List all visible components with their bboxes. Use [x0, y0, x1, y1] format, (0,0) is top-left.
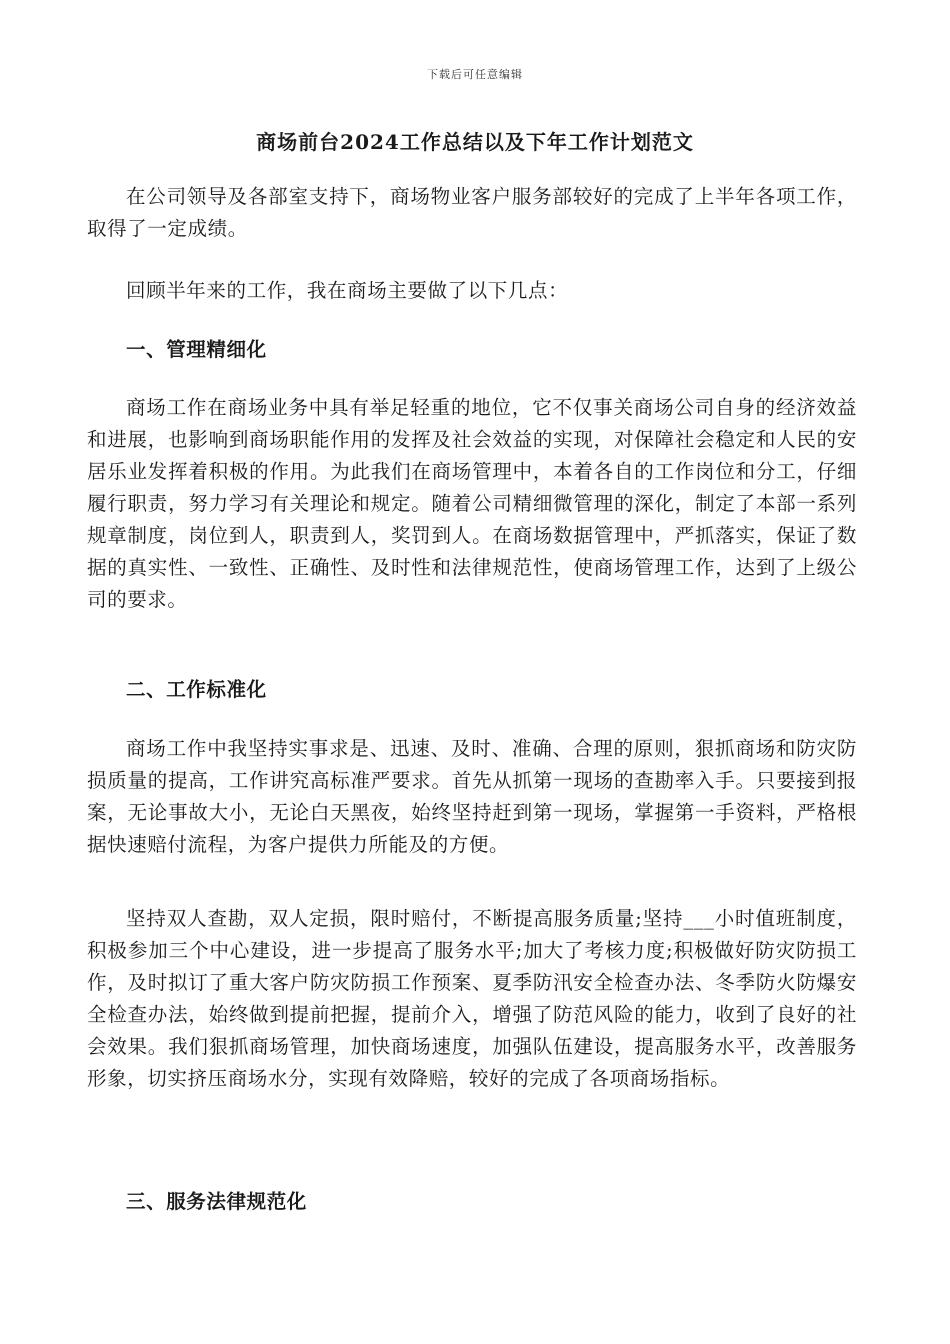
section-heading-1: 一、管理精细化 [126, 338, 267, 361]
header-note: 下载后可任意编辑 [427, 68, 523, 81]
paragraph-section-2b: 坚持双人查勘，双人定损，限时赔付，不断提高服务质量;坚持___小时值班制度，积极参加三个中心建设，进一步提高了服务水平;加大了考核力度;积极做好防灾防损工作，及时拟订了重大客户防灾防损工作预案、夏季防汛安全检查办法、冬季防火防爆安全检查办法，始终做到提前把握，提前介入，增强了防范风险的能力，收到了良好的社会效果。我们狠抓商场管理，加快商场速度，加强队伍建设，提高服务水平，改善服务形象，切实挤压商场水分，实现有效降赔，较好的完成了各项商场指标。 [87, 907, 857, 1090]
paragraph-section-2a: 商场工作中我坚持实事求是、迅速、及时、准确、合理的原则，狠抓商场和防灾防损质量的提高，工作讲究高标准严要求。首先从抓第一现场的查勘率入手。只要接到报案，无论事故大小，无论白天黑夜，始终坚持赶到第一现场，掌握第一手资料，严格根据快速赔付流程，为客户提供力所能及的方便。 [87, 737, 857, 856]
section-heading-3: 三、服务法律规范化 [126, 1190, 307, 1213]
paragraph-section-1: 商场工作在商场业务中具有举足轻重的地位，它不仅事关商场公司自身的经济效益和进展，也影响到商场职能作用的发挥及社会效益的实现，对保障社会稳定和人民的安居乐业发挥着积极的作用。为此我们在商场管理中，本着各自的工作岗位和分工，仔细履行职责，努力学习有关理论和规定。随着公司精细微管理的深化，制定了本部一系列规章制度，岗位到人，职责到人，奖罚到人。在商场数据管理中，严抓落实，保证了数据的真实性、一致性、正确性、及时性和法律规范性，使商场管理工作，达到了上级公司的要求。 [87, 396, 857, 611]
paragraph-review: 回顾半年来的工作，我在商场主要做了以下几点： [126, 279, 569, 302]
document-title: 商场前台2024工作总结以及下年工作计划范文 [256, 130, 694, 154]
paragraph-intro: 在公司领导及各部室支持下，商场物业客户服务部较好的完成了上半年各项工作，取得了一定成绩。 [87, 185, 857, 240]
section-heading-2: 二、工作标准化 [126, 678, 267, 701]
